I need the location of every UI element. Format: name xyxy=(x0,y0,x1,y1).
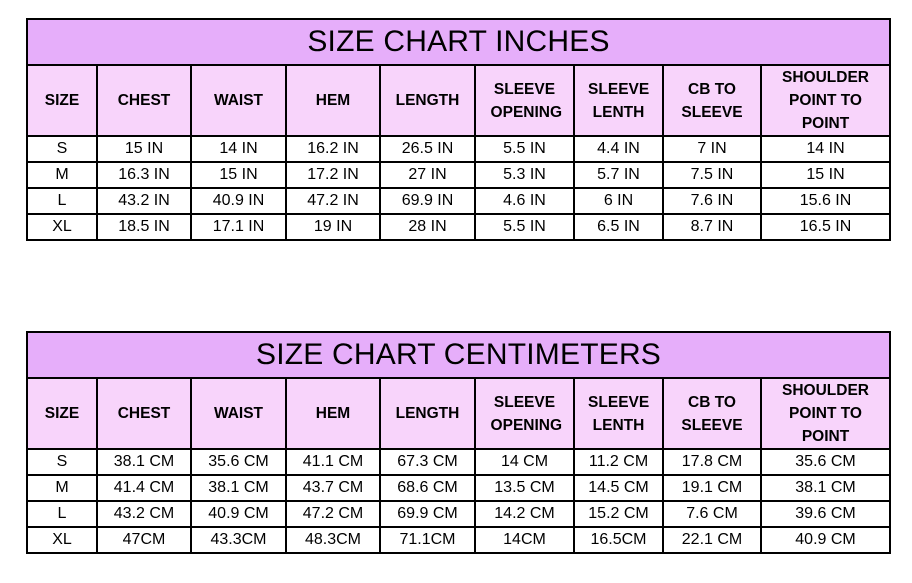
hem-cell: 17.2 IN xyxy=(286,162,380,188)
chest-cell: 15 IN xyxy=(97,136,191,162)
column-header-hem: HEM xyxy=(286,65,380,136)
table-row xyxy=(27,162,890,188)
length-cell: 67.3 CM xyxy=(380,449,475,475)
sleeve-opening-cell: 5.5 IN xyxy=(475,214,574,240)
column-header-waist: WAIST xyxy=(191,378,286,449)
table-title: SIZE CHART CENTIMETERS xyxy=(27,332,890,378)
table-title: SIZE CHART INCHES xyxy=(27,19,890,65)
cb-to-sleeve-cell: 7.6 IN xyxy=(663,188,761,214)
column-header-length: LENGTH xyxy=(380,378,475,449)
size-cell: M xyxy=(27,475,97,501)
size-cell: S xyxy=(27,449,97,475)
hem-cell: 43.7 CM xyxy=(286,475,380,501)
size-cell: XL xyxy=(27,527,97,553)
chest-cell: 47CM xyxy=(97,527,191,553)
sleeve-opening-cell: 14.2 CM xyxy=(475,501,574,527)
chest-cell: 41.4 CM xyxy=(97,475,191,501)
column-header-sleeve-opening: SLEEVE OPENING xyxy=(475,378,574,449)
sleeve-opening-cell: 5.5 IN xyxy=(475,136,574,162)
waist-cell: 43.3CM xyxy=(191,527,286,553)
column-header-hem: HEM xyxy=(286,378,380,449)
waist-cell: 35.6 CM xyxy=(191,449,286,475)
waist-cell: 40.9 IN xyxy=(191,188,286,214)
sleeve-opening-cell: 14 CM xyxy=(475,449,574,475)
waist-cell: 40.9 CM xyxy=(191,501,286,527)
shoulder-cell: 14 IN xyxy=(761,136,890,162)
waist-cell: 38.1 CM xyxy=(191,475,286,501)
hem-cell: 47.2 IN xyxy=(286,188,380,214)
cb-to-sleeve-cell: 8.7 IN xyxy=(663,214,761,240)
waist-cell: 15 IN xyxy=(191,162,286,188)
column-header-length: LENGTH xyxy=(380,65,475,136)
table-row xyxy=(27,136,890,162)
length-cell: 28 IN xyxy=(380,214,475,240)
table-row xyxy=(27,188,890,214)
sleeve-opening-cell: 14CM xyxy=(475,527,574,553)
shoulder-cell: 40.9 CM xyxy=(761,527,890,553)
sleeve-length-cell: 6.5 IN xyxy=(574,214,663,240)
size-cell: XL xyxy=(27,214,97,240)
table-row xyxy=(27,501,890,527)
column-header-sleeve-length: SLEEVE LENTH xyxy=(574,378,663,449)
shoulder-cell: 35.6 CM xyxy=(761,449,890,475)
waist-cell: 17.1 IN xyxy=(191,214,286,240)
size-cell: L xyxy=(27,501,97,527)
title-row xyxy=(27,332,890,378)
hem-cell: 48.3CM xyxy=(286,527,380,553)
length-cell: 26.5 IN xyxy=(380,136,475,162)
sleeve-length-cell: 16.5CM xyxy=(574,527,663,553)
waist-cell: 14 IN xyxy=(191,136,286,162)
title-row xyxy=(27,19,890,65)
sleeve-opening-cell: 13.5 CM xyxy=(475,475,574,501)
size-chart-inches-table xyxy=(26,18,891,241)
column-header-chest: CHEST xyxy=(97,65,191,136)
shoulder-cell: 38.1 CM xyxy=(761,475,890,501)
column-header-shoulder-point-to-point: SHOULDER POINT TO POINT xyxy=(761,65,890,136)
header-row xyxy=(27,65,890,136)
cb-to-sleeve-cell: 17.8 CM xyxy=(663,449,761,475)
column-header-cb-to-sleeve: CB TO SLEEVE xyxy=(663,378,761,449)
sleeve-length-cell: 11.2 CM xyxy=(574,449,663,475)
shoulder-cell: 15.6 IN xyxy=(761,188,890,214)
cb-to-sleeve-cell: 22.1 CM xyxy=(663,527,761,553)
chest-cell: 38.1 CM xyxy=(97,449,191,475)
header-row xyxy=(27,378,890,449)
sleeve-length-cell: 14.5 CM xyxy=(574,475,663,501)
size-cell: S xyxy=(27,136,97,162)
size-cell: L xyxy=(27,188,97,214)
column-header-size: SIZE xyxy=(27,378,97,449)
table-row xyxy=(27,214,890,240)
length-cell: 27 IN xyxy=(380,162,475,188)
chest-cell: 43.2 IN xyxy=(97,188,191,214)
column-header-size: SIZE xyxy=(27,65,97,136)
size-cell: M xyxy=(27,162,97,188)
shoulder-cell: 15 IN xyxy=(761,162,890,188)
column-header-chest: CHEST xyxy=(97,378,191,449)
sleeve-length-cell: 4.4 IN xyxy=(574,136,663,162)
column-header-shoulder-point-to-point: SHOULDER POINT TO POINT xyxy=(761,378,890,449)
size-chart-centimeters-table xyxy=(26,331,891,554)
cb-to-sleeve-cell: 19.1 CM xyxy=(663,475,761,501)
cb-to-sleeve-cell: 7.5 IN xyxy=(663,162,761,188)
chest-cell: 43.2 CM xyxy=(97,501,191,527)
cb-to-sleeve-cell: 7.6 CM xyxy=(663,501,761,527)
sleeve-length-cell: 6 IN xyxy=(574,188,663,214)
column-header-sleeve-opening: SLEEVE OPENING xyxy=(475,65,574,136)
shoulder-cell: 39.6 CM xyxy=(761,501,890,527)
length-cell: 68.6 CM xyxy=(380,475,475,501)
column-header-waist: WAIST xyxy=(191,65,286,136)
cb-to-sleeve-cell: 7 IN xyxy=(663,136,761,162)
column-header-cb-to-sleeve: CB TO SLEEVE xyxy=(663,65,761,136)
hem-cell: 16.2 IN xyxy=(286,136,380,162)
shoulder-cell: 16.5 IN xyxy=(761,214,890,240)
length-cell: 71.1CM xyxy=(380,527,475,553)
length-cell: 69.9 IN xyxy=(380,188,475,214)
table-row xyxy=(27,527,890,553)
sleeve-opening-cell: 5.3 IN xyxy=(475,162,574,188)
column-header-sleeve-length: SLEEVE LENTH xyxy=(574,65,663,136)
sleeve-length-cell: 5.7 IN xyxy=(574,162,663,188)
table-row xyxy=(27,475,890,501)
hem-cell: 41.1 CM xyxy=(286,449,380,475)
table-row xyxy=(27,449,890,475)
hem-cell: 47.2 CM xyxy=(286,501,380,527)
sleeve-opening-cell: 4.6 IN xyxy=(475,188,574,214)
hem-cell: 19 IN xyxy=(286,214,380,240)
chest-cell: 16.3 IN xyxy=(97,162,191,188)
sleeve-length-cell: 15.2 CM xyxy=(574,501,663,527)
length-cell: 69.9 CM xyxy=(380,501,475,527)
chest-cell: 18.5 IN xyxy=(97,214,191,240)
